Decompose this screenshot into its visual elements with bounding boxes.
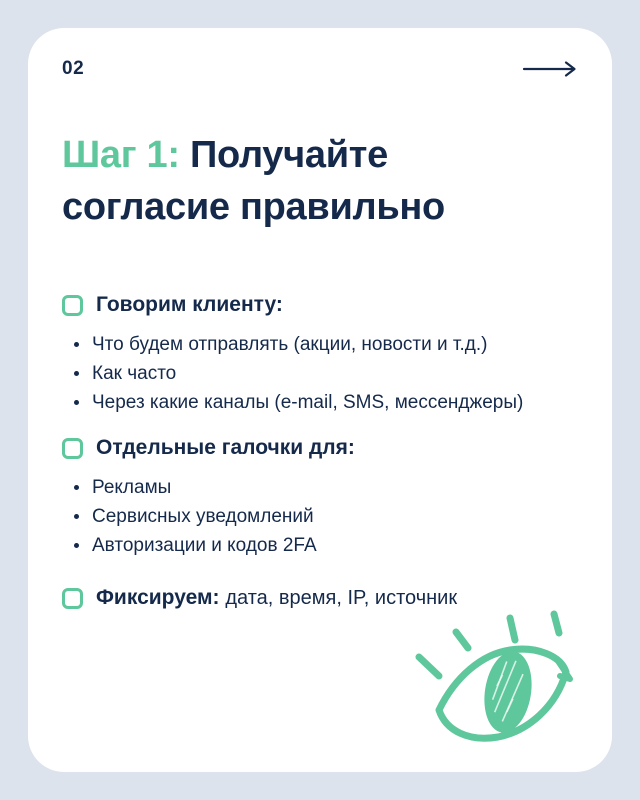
card-header bbox=[62, 57, 578, 81]
list-item: Авторизации и кодов 2FA bbox=[92, 531, 578, 560]
section-head bbox=[62, 436, 578, 460]
slide-card bbox=[28, 28, 612, 772]
list-item: Через какие каналы (e-mail, SMS, мессенджеры) bbox=[92, 388, 578, 417]
list-item: Что будем отправлять (акции, новости и т.д.) bbox=[92, 330, 578, 359]
record-details: дата, время, IP, источник bbox=[225, 587, 458, 609]
page-title bbox=[62, 129, 578, 233]
title-line1-rest: Получайте bbox=[189, 134, 388, 176]
bullet-list bbox=[62, 473, 578, 560]
section-separate-checkboxes bbox=[62, 436, 578, 560]
list-item: Сервисных уведомлений bbox=[92, 502, 578, 531]
eye-doodle bbox=[410, 610, 590, 770]
section-heading: Говорим клиенту: bbox=[96, 293, 283, 316]
title-line-1 bbox=[62, 134, 388, 176]
checkbox-icon bbox=[62, 438, 83, 459]
section-head bbox=[62, 586, 578, 610]
page-number: 02 bbox=[62, 58, 85, 79]
section-record bbox=[62, 586, 578, 610]
list-item: Как часто bbox=[92, 359, 578, 388]
checkbox-icon bbox=[62, 295, 83, 316]
section-heading: Отдельные галочки для: bbox=[96, 436, 355, 459]
checkbox-icon bbox=[62, 588, 83, 609]
title-step: Шаг 1: bbox=[62, 134, 180, 176]
list-item: Рекламы bbox=[92, 473, 578, 502]
next-arrow-icon[interactable] bbox=[522, 60, 578, 78]
bullet-list bbox=[62, 330, 578, 417]
section-talk-to-client bbox=[62, 293, 578, 417]
section-head bbox=[62, 293, 578, 317]
section-heading bbox=[96, 586, 457, 610]
title-line-2: согласие правильно bbox=[62, 186, 445, 228]
record-heading: Фиксируем: bbox=[96, 586, 220, 609]
